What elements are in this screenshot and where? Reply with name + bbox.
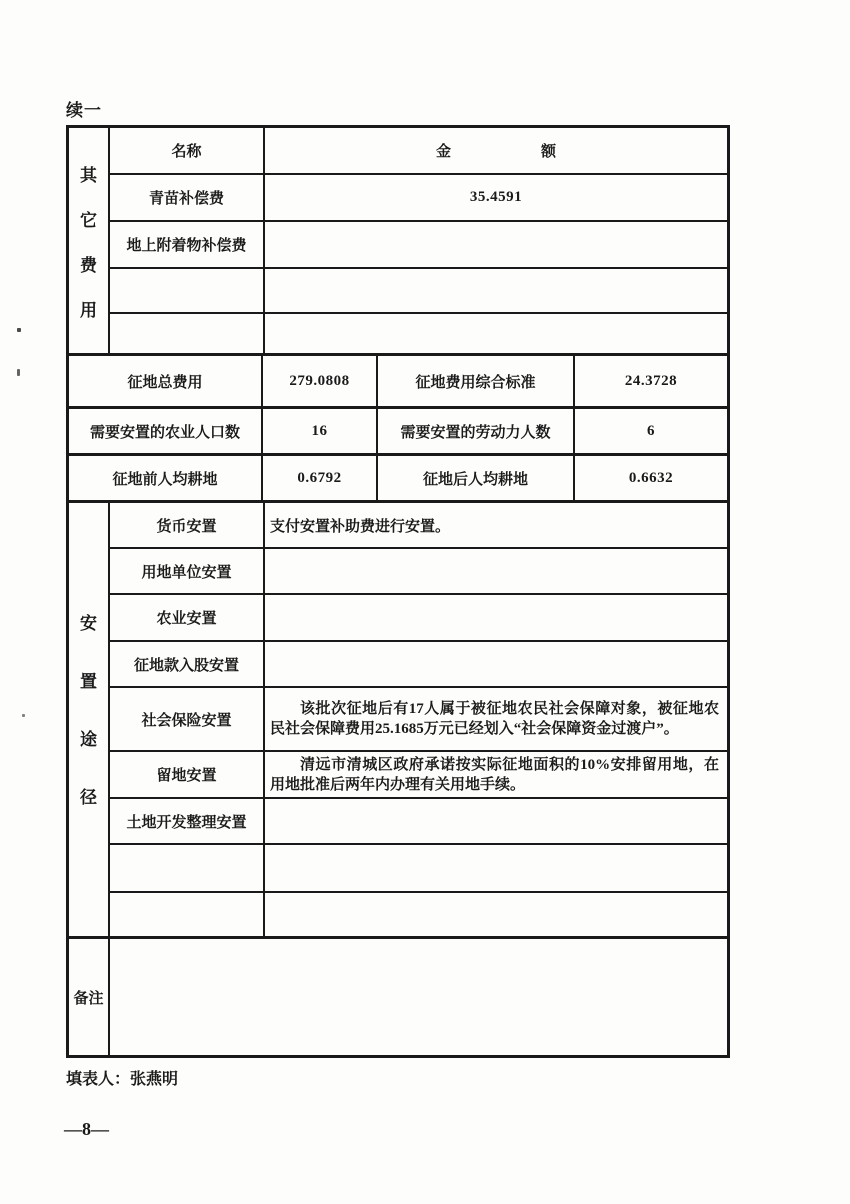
other-fees-side-label (69, 128, 110, 353)
resettlement-section (69, 500, 727, 936)
header-amount: 金 额 (435, 144, 556, 160)
table-row (69, 453, 727, 500)
side-char: 用 (80, 300, 97, 320)
resettlement-content (265, 893, 727, 936)
resettlement-content (265, 799, 727, 843)
table-row (110, 797, 727, 843)
resettlement-type: 征地款入股安置 (110, 642, 265, 686)
summary-label: 需要安置的农业人口数 (69, 409, 263, 453)
side-char: 安 (80, 614, 97, 633)
resettlement-content (265, 549, 727, 593)
side-char: 其 (80, 165, 97, 185)
remarks-label: 备注 (69, 939, 110, 1055)
table-row (110, 640, 727, 686)
resettlement-type: 农业安置 (110, 595, 265, 640)
table-row (69, 356, 727, 406)
resettlement-paragraph: 该批次征地后有17人属于被征地农民社会保障对象，被征地农民社会保障费用25.1685万元已经划入“社会保障资金过渡户”。 (270, 701, 719, 737)
scan-speck (22, 714, 25, 717)
fee-name: 地上附着物补偿费 (110, 222, 265, 267)
header-name: 名称 (110, 128, 265, 173)
table-row (110, 686, 727, 750)
side-char: 途 (80, 730, 97, 749)
form-filler-line: 填表人：张燕明 (66, 1071, 179, 1088)
side-char: 径 (80, 788, 97, 807)
resettlement-type: 用地单位安置 (110, 549, 265, 593)
resettlement-side-label (69, 503, 110, 936)
side-char: 费 (80, 255, 97, 275)
table-row (110, 750, 727, 797)
resettlement-type (110, 845, 265, 891)
summary-label: 征地总费用 (69, 356, 263, 406)
resettlement-content (265, 642, 727, 686)
summary-value: 0.6632 (628, 469, 674, 486)
summary-value: 0.6792 (263, 456, 378, 500)
summary-value: 6 (647, 422, 655, 439)
resettlement-rows (110, 503, 727, 936)
side-char: 它 (80, 210, 97, 230)
table-row (110, 593, 727, 640)
table-row (110, 173, 727, 220)
continuation-label: 续一 (66, 101, 102, 120)
page-number: —8— (64, 1119, 109, 1139)
resettlement-content: 支付安置补助费进行安置。 (270, 518, 451, 535)
summary-value: 279.0808 (263, 356, 378, 406)
resettlement-content (265, 688, 727, 750)
resettlement-content (265, 845, 727, 891)
resettlement-content (265, 752, 727, 797)
summary-label: 征地前人均耕地 (69, 456, 263, 500)
summary-label: 征地费用综合标准 (378, 356, 575, 406)
remarks-section (69, 936, 727, 1055)
fee-amount (265, 222, 727, 267)
scan-speck (17, 369, 20, 376)
table-row (110, 547, 727, 593)
resettlement-type: 货币安置 (110, 503, 265, 547)
resettlement-type: 社会保险安置 (110, 688, 265, 750)
table-row (110, 220, 727, 267)
side-char: 置 (80, 672, 97, 691)
fee-amount: 35.4591 (469, 189, 523, 205)
table-row (110, 312, 727, 353)
resettlement-content (265, 595, 727, 640)
other-fees-section (69, 128, 727, 353)
fee-name (110, 314, 265, 353)
table-row (69, 406, 727, 453)
table-row (110, 128, 727, 173)
fee-amount (265, 269, 727, 312)
summary-section (69, 353, 727, 500)
table-row (110, 503, 727, 547)
table-row (110, 267, 727, 312)
summary-value: 24.3728 (624, 372, 678, 389)
scan-speck (17, 328, 21, 332)
summary-value: 16 (263, 409, 378, 453)
fee-name (110, 269, 265, 312)
summary-label: 需要安置的劳动力人数 (378, 409, 575, 453)
resettlement-type (110, 893, 265, 936)
resettlement-type: 留地安置 (110, 752, 265, 797)
resettlement-paragraph: 清远市清城区政府承诺按实际征地面积的10%安排留用地，在用地批准后两年内办理有关用地手续。 (270, 756, 719, 793)
fee-amount (265, 314, 727, 353)
other-fees-rows (110, 128, 727, 353)
table-row (110, 843, 727, 891)
table-row (110, 891, 727, 936)
resettlement-type: 土地开发整理安置 (110, 799, 265, 843)
remarks-content (110, 939, 727, 1055)
fee-name: 青苗补偿费 (110, 175, 265, 220)
summary-label: 征地后人均耕地 (378, 456, 575, 500)
land-acquisition-table (66, 125, 730, 1058)
